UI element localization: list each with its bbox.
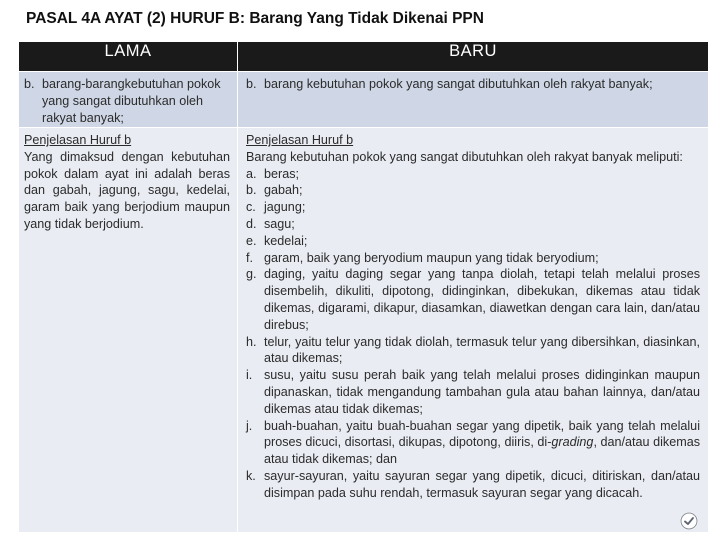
list-item-marker: k. bbox=[246, 468, 256, 483]
list-item bbox=[246, 250, 700, 267]
list-item-marker: d. bbox=[246, 216, 257, 231]
comparison-table bbox=[18, 41, 709, 533]
list-item-marker: j. bbox=[246, 418, 253, 433]
baru-item-text: barang kebutuhan pokok yang sangat dibutuhkan oleh rakyat banyak; bbox=[264, 77, 653, 91]
list-item bbox=[246, 418, 700, 468]
baru-row1-cell bbox=[238, 72, 709, 128]
lama-row2-cell bbox=[19, 128, 238, 533]
list-item-marker: b. bbox=[246, 183, 257, 198]
list-item-text: beras; bbox=[264, 166, 300, 181]
table-row bbox=[19, 72, 709, 128]
table-row bbox=[19, 128, 709, 533]
list-item bbox=[246, 166, 700, 183]
corner-badge bbox=[680, 512, 698, 530]
list-item-text: sayur-sayuran, yaitu sayuran segar yang dipetik, dicuci, ditiriskan, dan/atau disimpan pada suhu rendah, termasuk sayuran segar yang dicacah. bbox=[264, 468, 700, 500]
list-item bbox=[246, 266, 700, 333]
lama-penjelasan-text: Yang dimaksud dengan kebutuhan pokok dalam ayat ini adalah beras dan gabah, jagung, sagu, kedelai, garam baik yang berjodium maupun yang tidak berjodium. bbox=[24, 149, 230, 231]
list-item bbox=[246, 182, 700, 199]
list-item-text-italic: grading bbox=[551, 435, 594, 450]
list-item-text-part: buah-buahan, yaitu buah-buahan segar yang dipetik, baik yang telah melalui proses dicuci, disortasi, dikupas, dipotong, diiris, di- bbox=[264, 418, 700, 450]
list-item bbox=[246, 468, 700, 502]
list-item-text-part: , dan/atau dikemas atau tidak dikemas; dan bbox=[264, 435, 700, 467]
list-item-marker: f. bbox=[246, 250, 253, 265]
list-item bbox=[246, 199, 700, 216]
list-item-text: gabah; bbox=[264, 183, 303, 198]
baru-penjelasan-intro: Barang kebutuhan pokok yang sangat dibutuhkan oleh rakyat banyak meliputi: bbox=[246, 149, 683, 164]
list-item-text: susu, yaitu susu perah baik yang telah melalui proses didinginkan maupun dipanaskan, tidak mengandung tambahan gula atau bahan lainnya, dan/atau dikemas atau tidak dikemas; bbox=[264, 368, 700, 416]
list-item-marker: g. bbox=[246, 267, 257, 282]
list-item-text: jagung; bbox=[264, 200, 306, 215]
list-item-marker: h. bbox=[246, 334, 257, 349]
baru-penjelasan-heading: Penjelasan Huruf b bbox=[246, 133, 354, 147]
list-item-text: daging, yaitu daging segar yang tanpa diolah, tetapi telah melalui proses disembelih, dikuliti, dipotong, didinginkan, dibekukan, dikemas atau tidak dikemas, digarami, dikapur, diasamkan, diawetkan dengan cara lain, dan/atau direbus; bbox=[264, 267, 700, 332]
list-item bbox=[246, 233, 700, 250]
list-item bbox=[246, 334, 700, 368]
lama-item-text: barang-barangkebutuhan pokok yang sangat dibutuhkan oleh rakyat banyak; bbox=[42, 77, 221, 125]
list-item-text: sagu; bbox=[264, 216, 295, 231]
list-item-text: garam, baik yang beryodium maupun yang tidak beryodium; bbox=[264, 250, 599, 265]
page-title: PASAL 4A AYAT (2) HURUF B: Barang Yang Tidak Dikenai PPN bbox=[26, 10, 484, 27]
lama-row1-cell bbox=[19, 72, 238, 128]
list-item-text: telur, yaitu telur yang tidak diolah, termasuk telur yang dibersihkan, diasinkan, atau dikemas; bbox=[264, 334, 700, 366]
header-baru: BARU bbox=[238, 42, 709, 72]
baru-row2-cell bbox=[238, 128, 709, 533]
checkmark-icon bbox=[680, 512, 698, 530]
baru-item-list bbox=[246, 166, 700, 502]
list-item bbox=[246, 216, 700, 233]
list-item-text bbox=[264, 418, 700, 468]
list-item-marker: a. bbox=[246, 166, 257, 181]
header-lama: LAMA bbox=[19, 42, 238, 72]
lama-item-b bbox=[24, 76, 230, 126]
list-item-marker: c. bbox=[246, 200, 256, 215]
list-item-marker: i. bbox=[246, 368, 253, 383]
lama-item-marker: b. bbox=[24, 77, 35, 91]
list-item bbox=[246, 367, 700, 417]
baru-item-b bbox=[246, 76, 700, 93]
list-item-marker: e. bbox=[246, 233, 257, 248]
lama-penjelasan-heading: Penjelasan Huruf b bbox=[24, 133, 132, 147]
list-item-text: kedelai; bbox=[264, 233, 308, 248]
baru-item-marker: b. bbox=[246, 77, 257, 91]
